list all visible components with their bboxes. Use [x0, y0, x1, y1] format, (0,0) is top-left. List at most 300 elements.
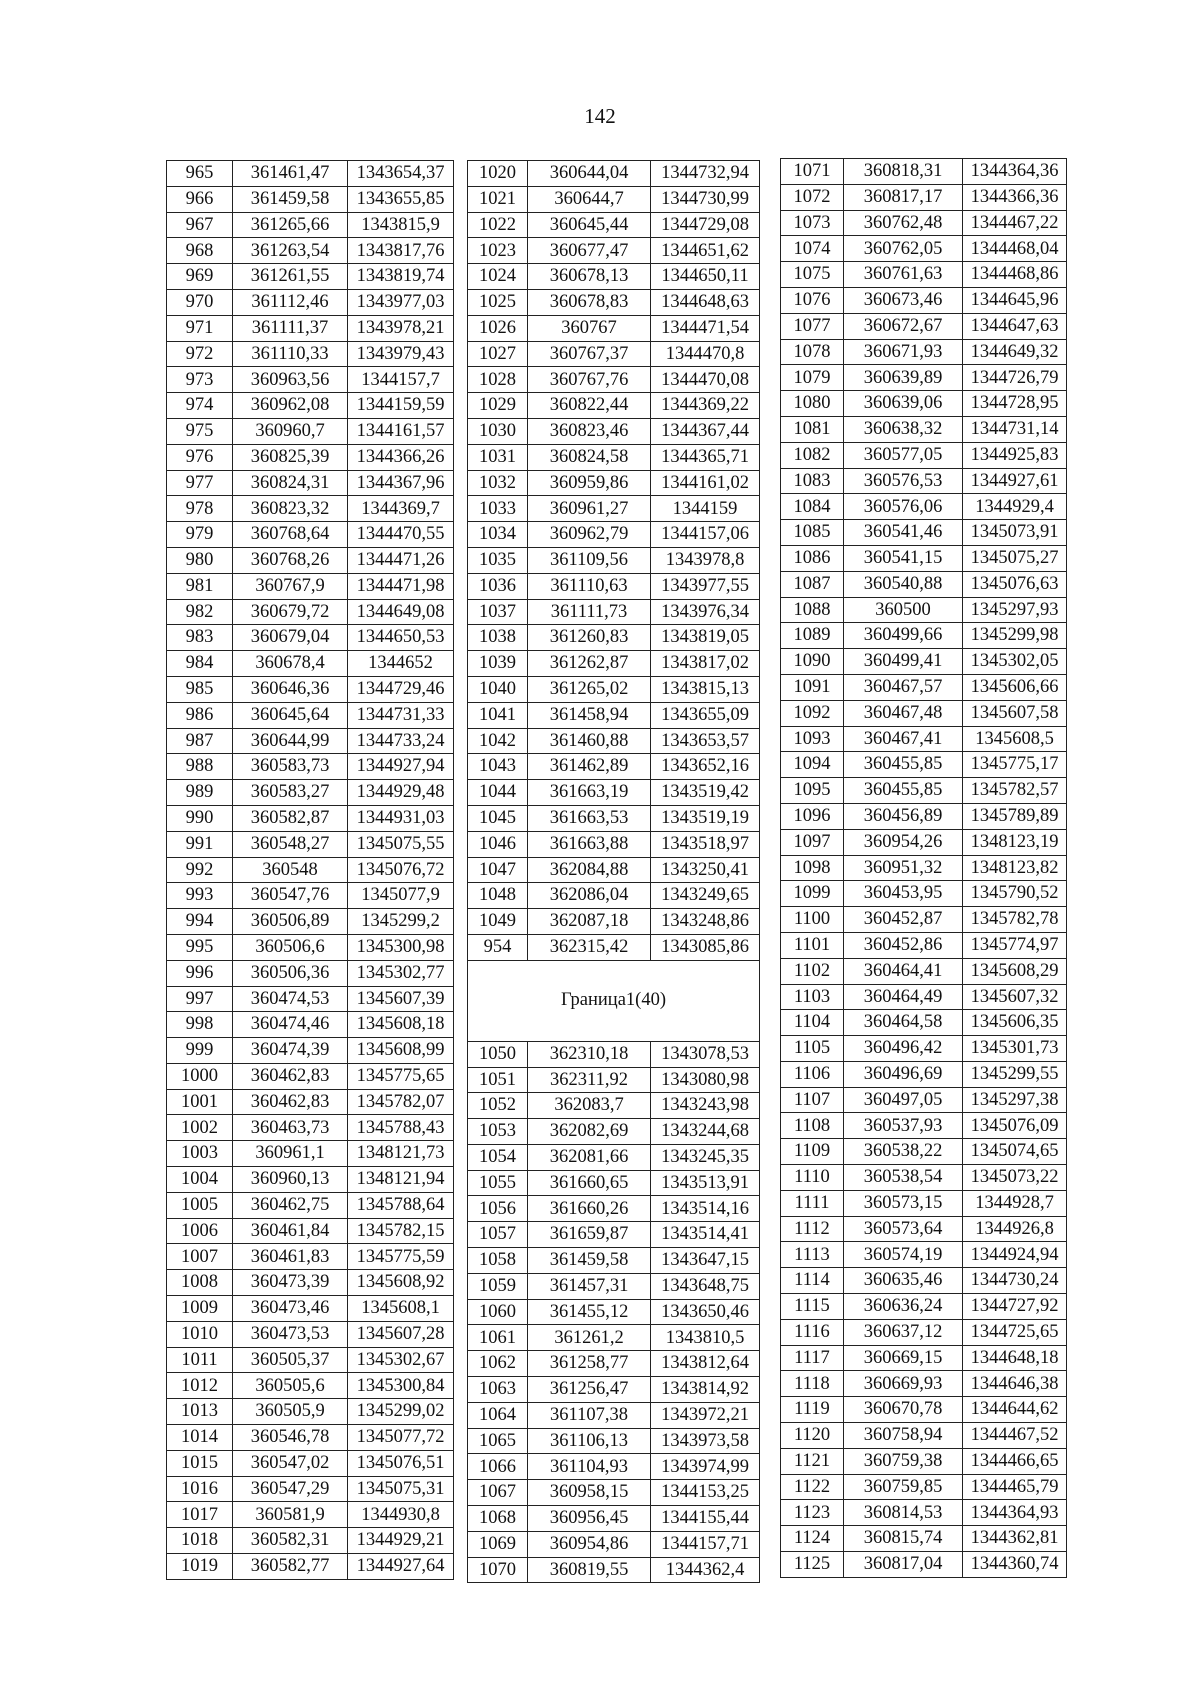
y-coordinate-cell: 1343244,68: [651, 1119, 760, 1145]
y-coordinate-cell: 1343514,41: [651, 1222, 760, 1248]
y-coordinate-cell: 1343514,16: [651, 1196, 760, 1222]
y-coordinate-cell: 1345607,28: [348, 1321, 454, 1347]
y-coordinate-cell: 1345073,22: [963, 1165, 1067, 1191]
table-row: [781, 778, 1067, 804]
table-row: [781, 1423, 1067, 1449]
x-coordinate-cell: 360581,9: [233, 1502, 348, 1528]
x-coordinate-cell: 360963,56: [233, 367, 348, 393]
point-number-cell: 1020: [468, 161, 528, 187]
table-row: [781, 468, 1067, 494]
x-coordinate-cell: 360639,06: [844, 391, 963, 417]
table-row: [468, 676, 760, 702]
y-coordinate-cell: 1344362,4: [651, 1557, 760, 1583]
point-number-cell: 968: [167, 238, 233, 264]
x-coordinate-cell: 360768,64: [233, 522, 348, 548]
y-coordinate-cell: 1343648,75: [651, 1273, 760, 1299]
y-coordinate-cell: 1344730,99: [651, 186, 760, 212]
table-row: [781, 623, 1067, 649]
y-coordinate-cell: 1344369,7: [348, 496, 454, 522]
x-coordinate-cell: 361263,54: [233, 238, 348, 264]
y-coordinate-cell: 1344649,32: [963, 339, 1067, 365]
y-coordinate-cell: 1343655,09: [651, 702, 760, 728]
table-row: [468, 625, 760, 651]
point-number-cell: 1113: [781, 1242, 844, 1268]
y-coordinate-cell: 1344726,79: [963, 365, 1067, 391]
table-row: [781, 700, 1067, 726]
coordinates-table-left: [166, 160, 454, 1580]
y-coordinate-cell: 1345076,63: [963, 571, 1067, 597]
x-coordinate-cell: 361462,89: [528, 754, 651, 780]
point-number-cell: 1037: [468, 599, 528, 625]
point-number-cell: 1060: [468, 1299, 528, 1325]
table-row: [468, 444, 760, 470]
point-number-cell: 980: [167, 547, 233, 573]
point-number-cell: 1054: [468, 1144, 528, 1170]
x-coordinate-cell: 360462,83: [233, 1063, 348, 1089]
point-number-cell: 998: [167, 1012, 233, 1038]
point-number-cell: 1024: [468, 264, 528, 290]
x-coordinate-cell: 360646,36: [233, 676, 348, 702]
point-number-cell: 1085: [781, 520, 844, 546]
table-row: [468, 1299, 760, 1325]
x-coordinate-cell: 360506,36: [233, 960, 348, 986]
table-row: [468, 1325, 760, 1351]
x-coordinate-cell: 360645,64: [233, 702, 348, 728]
x-coordinate-cell: 360762,05: [844, 236, 963, 262]
x-coordinate-cell: 360474,53: [233, 986, 348, 1012]
point-number-cell: 973: [167, 367, 233, 393]
table-row: [781, 236, 1067, 262]
point-number-cell: 965: [167, 161, 233, 187]
x-coordinate-cell: 360960,13: [233, 1167, 348, 1193]
table-row: [468, 1557, 760, 1583]
point-number-cell: 1086: [781, 545, 844, 571]
x-coordinate-cell: 360761,63: [844, 262, 963, 288]
table-row: [781, 958, 1067, 984]
x-coordinate-cell: 360759,38: [844, 1448, 963, 1474]
x-coordinate-cell: 360577,05: [844, 442, 963, 468]
point-number-cell: 1058: [468, 1248, 528, 1274]
x-coordinate-cell: 360644,04: [528, 161, 651, 187]
table-row: [468, 186, 760, 212]
table-row: [468, 1531, 760, 1557]
x-coordinate-cell: 361660,26: [528, 1196, 651, 1222]
x-coordinate-cell: 362087,18: [528, 909, 651, 935]
x-coordinate-cell: 360767: [528, 315, 651, 341]
point-number-cell: 1111: [781, 1190, 844, 1216]
x-coordinate-cell: 361112,46: [233, 289, 348, 315]
point-number-cell: 1050: [468, 1041, 528, 1067]
y-coordinate-cell: 1345782,07: [348, 1089, 454, 1115]
x-coordinate-cell: 360538,22: [844, 1139, 963, 1165]
table-row: [167, 1425, 454, 1451]
x-coordinate-cell: 361110,33: [233, 341, 348, 367]
x-coordinate-cell: 360547,02: [233, 1450, 348, 1476]
y-coordinate-cell: 1344153,25: [651, 1480, 760, 1506]
x-coordinate-cell: 360635,46: [844, 1268, 963, 1294]
x-coordinate-cell: 360467,57: [844, 674, 963, 700]
y-coordinate-cell: 1345608,92: [348, 1270, 454, 1296]
table-row: [167, 1296, 454, 1322]
table-row: [167, 1244, 454, 1270]
point-number-cell: 1021: [468, 186, 528, 212]
y-coordinate-cell: 1348123,19: [963, 829, 1067, 855]
y-coordinate-cell: 1344157,7: [348, 367, 454, 393]
y-coordinate-cell: 1343819,05: [651, 625, 760, 651]
point-number-cell: 1079: [781, 365, 844, 391]
table-row: [781, 210, 1067, 236]
table-row: [468, 1119, 760, 1145]
table-row: [167, 418, 454, 444]
x-coordinate-cell: 361455,12: [528, 1299, 651, 1325]
point-number-cell: 1075: [781, 262, 844, 288]
y-coordinate-cell: 1343979,43: [348, 341, 454, 367]
table-row: [781, 1061, 1067, 1087]
point-number-cell: 1116: [781, 1319, 844, 1345]
coordinates-table-middle: [467, 160, 760, 1583]
table-row: [167, 547, 454, 573]
table-row: [167, 238, 454, 264]
table-row: [781, 855, 1067, 881]
y-coordinate-cell: 1344465,79: [963, 1474, 1067, 1500]
point-number-cell: 1103: [781, 984, 844, 1010]
x-coordinate-cell: 360506,6: [233, 934, 348, 960]
x-coordinate-cell: 360499,66: [844, 623, 963, 649]
x-coordinate-cell: 360576,53: [844, 468, 963, 494]
x-coordinate-cell: 362082,69: [528, 1119, 651, 1145]
x-coordinate-cell: 360541,46: [844, 520, 963, 546]
y-coordinate-cell: 1344366,26: [348, 444, 454, 470]
table-row: [781, 1242, 1067, 1268]
x-coordinate-cell: 360464,49: [844, 984, 963, 1010]
y-coordinate-cell: 1343078,53: [651, 1041, 760, 1067]
x-coordinate-cell: 361660,65: [528, 1170, 651, 1196]
x-coordinate-cell: 360582,87: [233, 805, 348, 831]
table-row: [167, 831, 454, 857]
table-row: [468, 212, 760, 238]
table-row: [468, 1454, 760, 1480]
table-row: [781, 339, 1067, 365]
y-coordinate-cell: 1343243,98: [651, 1093, 760, 1119]
table-row: [468, 1273, 760, 1299]
table-row: [781, 494, 1067, 520]
x-coordinate-cell: 360636,24: [844, 1294, 963, 1320]
y-coordinate-cell: 1343973,58: [651, 1428, 760, 1454]
point-number-cell: 1067: [468, 1480, 528, 1506]
point-number-cell: 1045: [468, 805, 528, 831]
x-coordinate-cell: 360677,47: [528, 238, 651, 264]
table-row: [468, 1196, 760, 1222]
section-header-row: [468, 960, 760, 1041]
y-coordinate-cell: 1343977,55: [651, 573, 760, 599]
table-row: [781, 1294, 1067, 1320]
point-number-cell: 983: [167, 625, 233, 651]
point-number-cell: 1018: [167, 1528, 233, 1554]
x-coordinate-cell: 360961,1: [233, 1141, 348, 1167]
x-coordinate-cell: 360455,85: [844, 778, 963, 804]
y-coordinate-cell: 1345607,39: [348, 986, 454, 1012]
point-number-cell: 1070: [468, 1557, 528, 1583]
y-coordinate-cell: 1345782,78: [963, 907, 1067, 933]
x-coordinate-cell: 360496,42: [844, 1036, 963, 1062]
table-row: [167, 625, 454, 651]
y-coordinate-cell: 1343815,13: [651, 676, 760, 702]
point-number-cell: 1102: [781, 958, 844, 984]
table-row: [167, 186, 454, 212]
x-coordinate-cell: 360505,37: [233, 1347, 348, 1373]
boundary-section-label: Граница1(40): [468, 960, 760, 1041]
table-row: [167, 780, 454, 806]
table-row: [781, 984, 1067, 1010]
y-coordinate-cell: 1344369,22: [651, 393, 760, 419]
point-number-cell: 1057: [468, 1222, 528, 1248]
y-coordinate-cell: 1345606,35: [963, 1010, 1067, 1036]
table-row: [781, 520, 1067, 546]
x-coordinate-cell: 360758,94: [844, 1423, 963, 1449]
x-coordinate-cell: 360461,83: [233, 1244, 348, 1270]
x-coordinate-cell: 360582,77: [233, 1554, 348, 1580]
x-coordinate-cell: 361459,58: [233, 186, 348, 212]
y-coordinate-cell: 1345775,59: [348, 1244, 454, 1270]
x-coordinate-cell: 360824,31: [233, 470, 348, 496]
point-number-cell: 1022: [468, 212, 528, 238]
x-coordinate-cell: 360467,48: [844, 700, 963, 726]
point-number-cell: 1087: [781, 571, 844, 597]
table-row: [468, 1093, 760, 1119]
x-coordinate-cell: 360464,41: [844, 958, 963, 984]
table-row: [167, 1089, 454, 1115]
x-coordinate-cell: 360505,9: [233, 1399, 348, 1425]
table-row: [468, 1480, 760, 1506]
point-number-cell: 979: [167, 522, 233, 548]
y-coordinate-cell: 1345077,72: [348, 1425, 454, 1451]
x-coordinate-cell: 360463,73: [233, 1115, 348, 1141]
table-row: [468, 599, 760, 625]
table-row: [167, 573, 454, 599]
table-row: [468, 805, 760, 831]
table-row: [468, 289, 760, 315]
x-coordinate-cell: 360678,83: [528, 289, 651, 315]
y-coordinate-cell: 1344728,95: [963, 391, 1067, 417]
x-coordinate-cell: 360959,86: [528, 470, 651, 496]
y-coordinate-cell: 1345302,05: [963, 649, 1067, 675]
y-coordinate-cell: 1343249,65: [651, 883, 760, 909]
table-row: [468, 367, 760, 393]
y-coordinate-cell: 1343977,03: [348, 289, 454, 315]
x-coordinate-cell: 362311,92: [528, 1067, 651, 1093]
table-row: [167, 1115, 454, 1141]
x-coordinate-cell: 360823,46: [528, 418, 651, 444]
table-row: [468, 470, 760, 496]
y-coordinate-cell: 1344730,24: [963, 1268, 1067, 1294]
x-coordinate-cell: 360583,73: [233, 754, 348, 780]
y-coordinate-cell: 1344733,24: [348, 728, 454, 754]
x-coordinate-cell: 362084,88: [528, 857, 651, 883]
point-number-cell: 1004: [167, 1167, 233, 1193]
table-row: [167, 1141, 454, 1167]
y-coordinate-cell: 1343519,19: [651, 805, 760, 831]
y-coordinate-cell: 1344926,8: [963, 1216, 1067, 1242]
x-coordinate-cell: 360506,89: [233, 909, 348, 935]
point-number-cell: 1007: [167, 1244, 233, 1270]
table-row: [468, 1041, 760, 1067]
x-coordinate-cell: 360954,86: [528, 1531, 651, 1557]
x-coordinate-cell: 360464,58: [844, 1010, 963, 1036]
y-coordinate-cell: 1345608,1: [348, 1296, 454, 1322]
point-number-cell: 1122: [781, 1474, 844, 1500]
table-row: [167, 1476, 454, 1502]
table-row: [781, 1526, 1067, 1552]
y-coordinate-cell: 1345788,64: [348, 1192, 454, 1218]
table-row: [781, 1216, 1067, 1242]
x-coordinate-cell: 361663,53: [528, 805, 651, 831]
y-coordinate-cell: 1344732,94: [651, 161, 760, 187]
y-coordinate-cell: 1344364,36: [963, 159, 1067, 185]
point-number-cell: 1106: [781, 1061, 844, 1087]
table-row: [167, 1167, 454, 1193]
point-number-cell: 1039: [468, 651, 528, 677]
x-coordinate-cell: 360644,7: [528, 186, 651, 212]
point-number-cell: 1016: [167, 1476, 233, 1502]
x-coordinate-cell: 360453,95: [844, 881, 963, 907]
table-row: [781, 1371, 1067, 1397]
point-number-cell: 988: [167, 754, 233, 780]
x-coordinate-cell: 360538,54: [844, 1165, 963, 1191]
point-number-cell: 1013: [167, 1399, 233, 1425]
point-number-cell: 967: [167, 212, 233, 238]
x-coordinate-cell: 360951,32: [844, 855, 963, 881]
x-coordinate-cell: 360637,12: [844, 1319, 963, 1345]
y-coordinate-cell: 1345076,51: [348, 1450, 454, 1476]
y-coordinate-cell: 1344927,64: [348, 1554, 454, 1580]
table-row: [781, 1319, 1067, 1345]
point-number-cell: 1117: [781, 1345, 844, 1371]
x-coordinate-cell: 360759,85: [844, 1474, 963, 1500]
y-coordinate-cell: 1348121,73: [348, 1141, 454, 1167]
point-number-cell: 1101: [781, 932, 844, 958]
x-coordinate-cell: 360461,84: [233, 1218, 348, 1244]
point-number-cell: 1092: [781, 700, 844, 726]
point-number-cell: 1053: [468, 1119, 528, 1145]
point-number-cell: 1066: [468, 1454, 528, 1480]
y-coordinate-cell: 1345299,98: [963, 623, 1067, 649]
point-number-cell: 993: [167, 883, 233, 909]
y-coordinate-cell: 1344649,08: [348, 599, 454, 625]
y-coordinate-cell: 1345302,77: [348, 960, 454, 986]
y-coordinate-cell: 1343654,37: [348, 161, 454, 187]
table-row: [167, 1218, 454, 1244]
table-row: [468, 522, 760, 548]
table-row: [167, 470, 454, 496]
x-coordinate-cell: 360540,88: [844, 571, 963, 597]
table-row: [468, 1351, 760, 1377]
y-coordinate-cell: 1343978,21: [348, 315, 454, 341]
y-coordinate-cell: 1343250,41: [651, 857, 760, 883]
point-number-cell: 1121: [781, 1448, 844, 1474]
x-coordinate-cell: 360505,6: [233, 1373, 348, 1399]
point-number-cell: 985: [167, 676, 233, 702]
table-row: [167, 1038, 454, 1064]
point-number-cell: 1023: [468, 238, 528, 264]
x-coordinate-cell: 362086,04: [528, 883, 651, 909]
x-coordinate-cell: 360669,15: [844, 1345, 963, 1371]
y-coordinate-cell: 1344927,94: [348, 754, 454, 780]
table-row: [468, 315, 760, 341]
point-number-cell: 1074: [781, 236, 844, 262]
y-coordinate-cell: 1345606,66: [963, 674, 1067, 700]
table-row: [167, 857, 454, 883]
table-row: [781, 932, 1067, 958]
y-coordinate-cell: 1344367,44: [651, 418, 760, 444]
x-coordinate-cell: 360574,19: [844, 1242, 963, 1268]
y-coordinate-cell: 1345302,67: [348, 1347, 454, 1373]
point-number-cell: 1048: [468, 883, 528, 909]
point-number-cell: 1003: [167, 1141, 233, 1167]
table-row: [468, 1248, 760, 1274]
y-coordinate-cell: 1344471,26: [348, 547, 454, 573]
point-number-cell: 972: [167, 341, 233, 367]
x-coordinate-cell: 360452,86: [844, 932, 963, 958]
x-coordinate-cell: 362083,7: [528, 1093, 651, 1119]
table-row: [781, 1139, 1067, 1165]
x-coordinate-cell: 360499,41: [844, 649, 963, 675]
point-number-cell: 1097: [781, 829, 844, 855]
point-number-cell: 1062: [468, 1351, 528, 1377]
x-coordinate-cell: 360582,31: [233, 1528, 348, 1554]
table-row: [167, 651, 454, 677]
x-coordinate-cell: 361260,83: [528, 625, 651, 651]
table-row: [781, 365, 1067, 391]
table-row: [468, 702, 760, 728]
table-row: [468, 1428, 760, 1454]
y-coordinate-cell: 1345774,97: [963, 932, 1067, 958]
table-row: [781, 1474, 1067, 1500]
y-coordinate-cell: 1345300,84: [348, 1373, 454, 1399]
point-number-cell: 1119: [781, 1397, 844, 1423]
point-number-cell: 977: [167, 470, 233, 496]
point-number-cell: 1034: [468, 522, 528, 548]
table-row: [781, 184, 1067, 210]
table-row: [781, 262, 1067, 288]
table-row: [781, 907, 1067, 933]
x-coordinate-cell: 360822,44: [528, 393, 651, 419]
point-number-cell: 1033: [468, 496, 528, 522]
point-number-cell: 974: [167, 393, 233, 419]
table-row: [468, 1506, 760, 1532]
x-coordinate-cell: 361663,19: [528, 780, 651, 806]
point-number-cell: 990: [167, 805, 233, 831]
point-number-cell: 1026: [468, 315, 528, 341]
y-coordinate-cell: 1344927,61: [963, 468, 1067, 494]
table-row: [468, 573, 760, 599]
x-coordinate-cell: 360767,76: [528, 367, 651, 393]
y-coordinate-cell: 1344471,98: [348, 573, 454, 599]
y-coordinate-cell: 1345299,2: [348, 909, 454, 935]
x-coordinate-cell: 360823,32: [233, 496, 348, 522]
table-row: [468, 1170, 760, 1196]
point-number-cell: 1036: [468, 573, 528, 599]
y-coordinate-cell: 1345075,31: [348, 1476, 454, 1502]
x-coordinate-cell: 361109,56: [528, 547, 651, 573]
point-number-cell: 1059: [468, 1273, 528, 1299]
x-coordinate-cell: 360474,46: [233, 1012, 348, 1038]
x-coordinate-cell: 360473,46: [233, 1296, 348, 1322]
y-coordinate-cell: 1343819,74: [348, 264, 454, 290]
point-number-cell: 1031: [468, 444, 528, 470]
table-row: [781, 1165, 1067, 1191]
table-row: [468, 1067, 760, 1093]
y-coordinate-cell: 1343978,8: [651, 547, 760, 573]
